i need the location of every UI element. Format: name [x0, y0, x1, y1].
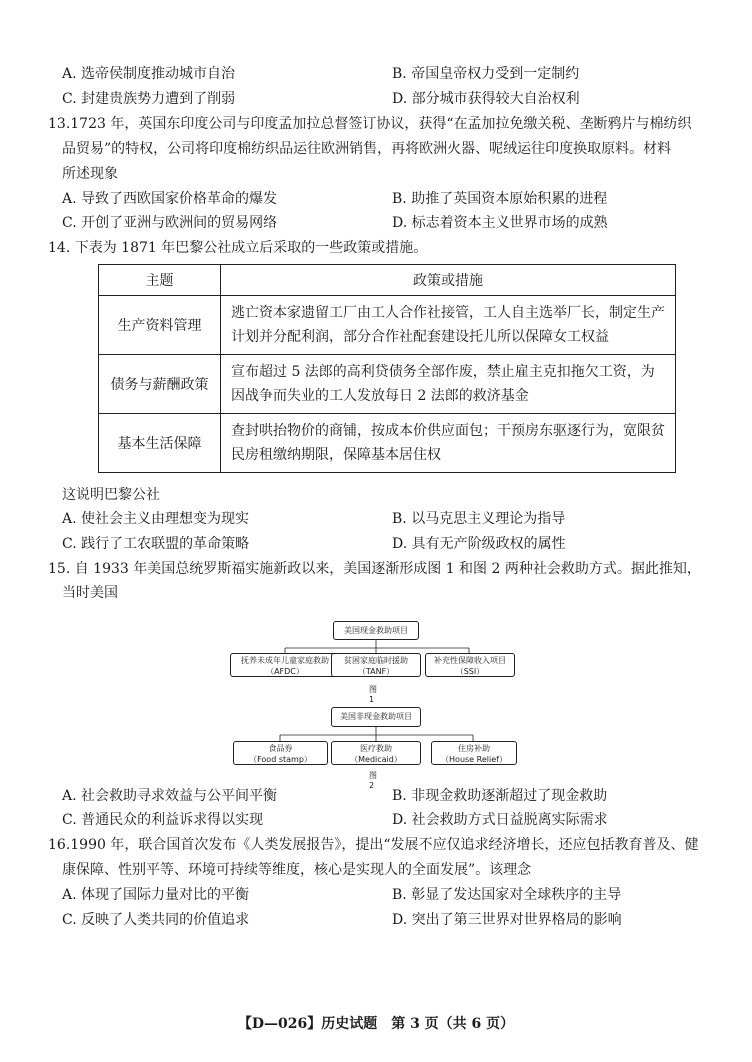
fig2-child-code: （Medicaid） [350, 755, 402, 764]
q12-option-d: D. 部分城市获得较大自治权利 [392, 91, 580, 107]
q16-option-d: D. 突出了第三世界对世界格局的影响 [392, 912, 622, 928]
fig2-child-box [331, 741, 421, 765]
fig2-child-code: （Food stamp） [249, 755, 312, 764]
q16-stem-line1: 16.1990 年，联合国首次发布《人类发展报告》，提出“发展不应仅追求经济增长，还应包括教育普及、健 [48, 837, 699, 853]
q13-option-c: C. 开创了亚洲与欧洲间的贸易网络 [62, 215, 278, 231]
q15-option-c: C. 普通民众的利益诉求得以实现 [62, 812, 264, 828]
q14-option-d: D. 具有无产阶级政权的属性 [392, 536, 566, 552]
table-header-policy: 政策或措施 [221, 265, 676, 296]
page-footer: 【D—026】历史试题 第 3 页（共 6 页） [237, 1016, 515, 1032]
fig2-child-label: 住房补助 [458, 744, 490, 753]
fig1-child-box [230, 653, 340, 677]
q13-stem-line3: 所述现象 [62, 166, 118, 182]
q15-option-a: A. 社会救助寻求效益与公平间平衡 [62, 788, 278, 804]
q15-option-b: B. 非现金救助逐渐超过了现金救助 [392, 788, 608, 804]
table-cell-topic: 基本生活保障 [99, 414, 221, 473]
q13-option-a: A. 导致了西欧国家价格革命的爆发 [62, 191, 278, 207]
q14-option-a: A. 使社会主义由理想变为现实 [62, 511, 250, 527]
fig1-child-label: 补充性保障收入项目 [434, 656, 506, 665]
fig1-child-box [331, 653, 421, 677]
table-cell-policy: 查封哄抬物价的商铺，按成本价供应面包；干预房东驱逐行为，宽限贫民房租缴纳期限，保障基本居住权 [221, 414, 676, 473]
q14-option-c: C. 践行了工农联盟的革命策略 [62, 536, 250, 552]
q12-option-c: C. 封建贵族势力遭到了削弱 [62, 91, 236, 107]
q16-option-c: C. 反映了人类共同的价值追求 [62, 912, 250, 928]
q14-after-text: 这说明巴黎公社 [62, 487, 160, 503]
fig2-child-label: 食品券 [268, 744, 293, 753]
table-cell-policy: 逃亡资本家遗留工厂由工人合作社接管，工人自主选举厂长，制定生产计划并分配利润，部分合作社配套建设托儿所以保障女工权益 [221, 296, 676, 355]
q12-option-b: B. 帝国皇帝权力受到一定制约 [392, 66, 580, 82]
q13-option-d: D. 标志着资本主义世界市场的成熟 [392, 215, 608, 231]
table-header-row [99, 265, 676, 296]
fig1-child-label: 抚养未成年儿童家庭救助 [241, 656, 329, 665]
table-row [99, 296, 676, 355]
fig1-caption: 图1 [369, 685, 377, 704]
table-header-topic: 主题 [99, 265, 221, 296]
q13-stem-line2: 品贸易”的特权，公司将印度棉纺织品运往欧洲销售，再将欧洲火器、呢绒运往印度换取原料。材料 [62, 141, 672, 157]
fig1-child-code: （SSI） [455, 667, 485, 676]
q15-stem-line1: 15. 自 1933 年美国总统罗斯福实施新政以来，美国逐渐形成图 1 和图 2 两种社会救助方式。据此推知， [48, 561, 701, 577]
q16-option-a: A. 体现了国际力量对比的平衡 [62, 887, 250, 903]
q14-policy-table [98, 264, 676, 473]
table-cell-topic: 债务与薪酬政策 [99, 355, 221, 414]
q15-option-d: D. 社会救助方式日益脱离实际需求 [392, 812, 608, 828]
fig1-child-code: （AFDC） [266, 667, 304, 676]
fig2-child-code: （House Relief） [441, 755, 507, 764]
q15-stem-line2: 当时美国 [62, 585, 118, 601]
q14-stem: 14. 下表为 1871 年巴黎公社成立后采取的一些政策或措施。 [48, 240, 428, 256]
q16-stem-line2: 康保障、性别平等、环境可持续等维度，核心是实现人的全面发展”。该理念 [62, 862, 532, 878]
q13-stem-line1: 13.1723 年，英国东印度公司与印度孟加拉总督签订协议，获得“在孟加拉免缴关税、垄断鸦片与棉纺织 [48, 116, 692, 132]
fig2-root-box: 美国非现金救助项目 [331, 707, 421, 727]
table-cell-topic: 生产资料管理 [99, 296, 221, 355]
fig2-child-box [233, 741, 328, 765]
q16-option-b: B. 彰显了发达国家对全球秩序的主导 [392, 887, 622, 903]
fig2-caption: 图2 [369, 771, 377, 790]
q13-option-b: B. 助推了英国资本原始积累的进程 [392, 191, 608, 207]
table-cell-policy: 宣布超过 5 法郎的高利贷债务全部作废，禁止雇主克扣拖欠工资，为因战争而失业的工人发放每日 2 法郎的救济基金 [221, 355, 676, 414]
fig1-child-label: 贫困家庭临时援助 [344, 656, 408, 665]
fig1-child-box [425, 653, 515, 677]
q14-option-b: B. 以马克思主义理论为指导 [392, 511, 566, 527]
fig1-child-code: （TANF） [357, 667, 395, 676]
fig2-child-box [431, 741, 517, 765]
table-row [99, 355, 676, 414]
fig1-root-box: 美国现金救助项目 [333, 621, 419, 640]
table-row [99, 414, 676, 473]
fig2-child-label: 医疗救助 [360, 744, 392, 753]
q12-option-a: A. 选帝侯制度推动城市自治 [62, 66, 236, 82]
